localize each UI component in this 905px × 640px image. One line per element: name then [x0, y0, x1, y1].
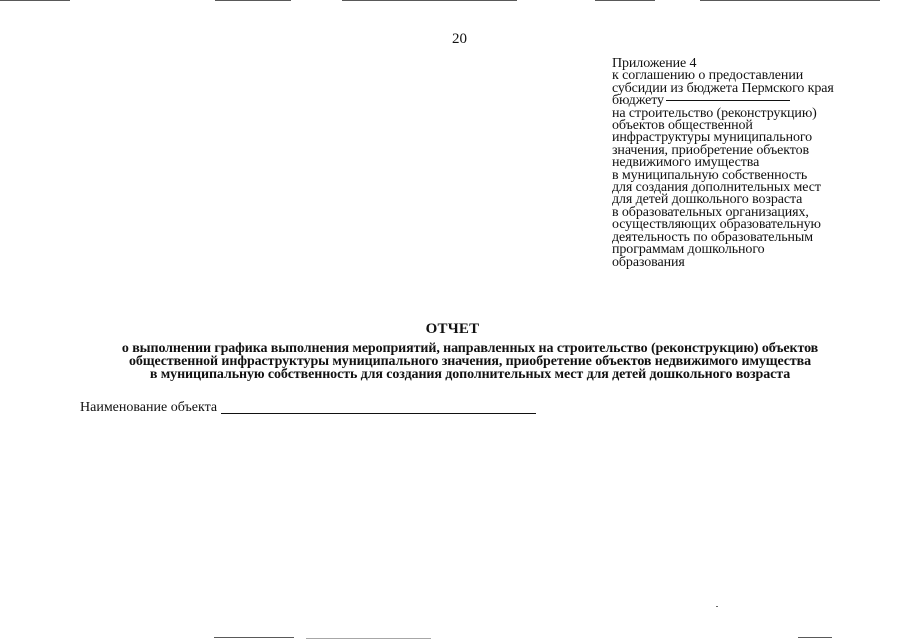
- appendix-line: программам дошкольного: [612, 242, 765, 258]
- top-scan-edge-right: [595, 0, 655, 1]
- top-scan-edge-left: [0, 0, 70, 1]
- top-scan-edge-far-right: [700, 0, 880, 1]
- appendix-line: деятельность по образовательным: [612, 229, 813, 245]
- object-name-row: [80, 399, 560, 417]
- appendix-line: субсидии из бюджета Пермского края: [612, 80, 834, 96]
- appendix-line: объектов общественной: [612, 118, 753, 134]
- budget-blank-line: [666, 100, 790, 101]
- object-name-label: Наименование объекта: [80, 400, 218, 415]
- bottom-scan-edge-left: [214, 637, 294, 638]
- appendix-block: [612, 58, 874, 269]
- scan-speck: [716, 606, 718, 607]
- appendix-line: значения, приобретение объектов: [612, 142, 809, 158]
- report-subtitle-line: в муниципальную собственность для создания дополнительных мест для детей дошкольного возраста: [149, 367, 791, 382]
- top-scan-edge-center: [342, 0, 517, 1]
- appendix-line: на строительство (реконструкцию): [612, 105, 817, 121]
- report-subtitle-line: о выполнении графика выполнения мероприятий, направленных на строительство (реконструкцию) объектов: [121, 341, 819, 356]
- appendix-line: в образовательных организациях,: [612, 204, 809, 220]
- appendix-line: в муниципальную собственность: [612, 167, 808, 183]
- page-number: 20: [452, 31, 467, 47]
- appendix-line: для создания дополнительных мест: [612, 180, 821, 196]
- appendix-line: инфраструктуры муниципального: [612, 130, 813, 146]
- appendix-budget-label: бюджету: [612, 93, 664, 109]
- appendix-line: образования: [612, 254, 685, 270]
- appendix-line: для детей дошкольного возраста: [612, 192, 803, 208]
- report-subtitle: [62, 342, 878, 381]
- bottom-scan-edge-center: [306, 638, 431, 639]
- bottom-scan-edge-right: [798, 637, 832, 638]
- appendix-line: недвижимого имущества: [612, 155, 760, 171]
- report-subtitle-line: общественной инфраструктуры муниципального значения, приобретение объектов недвижимого имущества: [128, 354, 812, 369]
- appendix-line: к соглашению о предоставлении: [612, 68, 804, 84]
- report-title: ОТЧЕТ: [425, 321, 480, 337]
- top-scan-edge-center-left: [215, 0, 291, 1]
- object-name-blank-line: [221, 413, 536, 414]
- appendix-title: Приложение 4: [612, 56, 697, 71]
- appendix-line: осуществляющих образовательную: [612, 217, 821, 233]
